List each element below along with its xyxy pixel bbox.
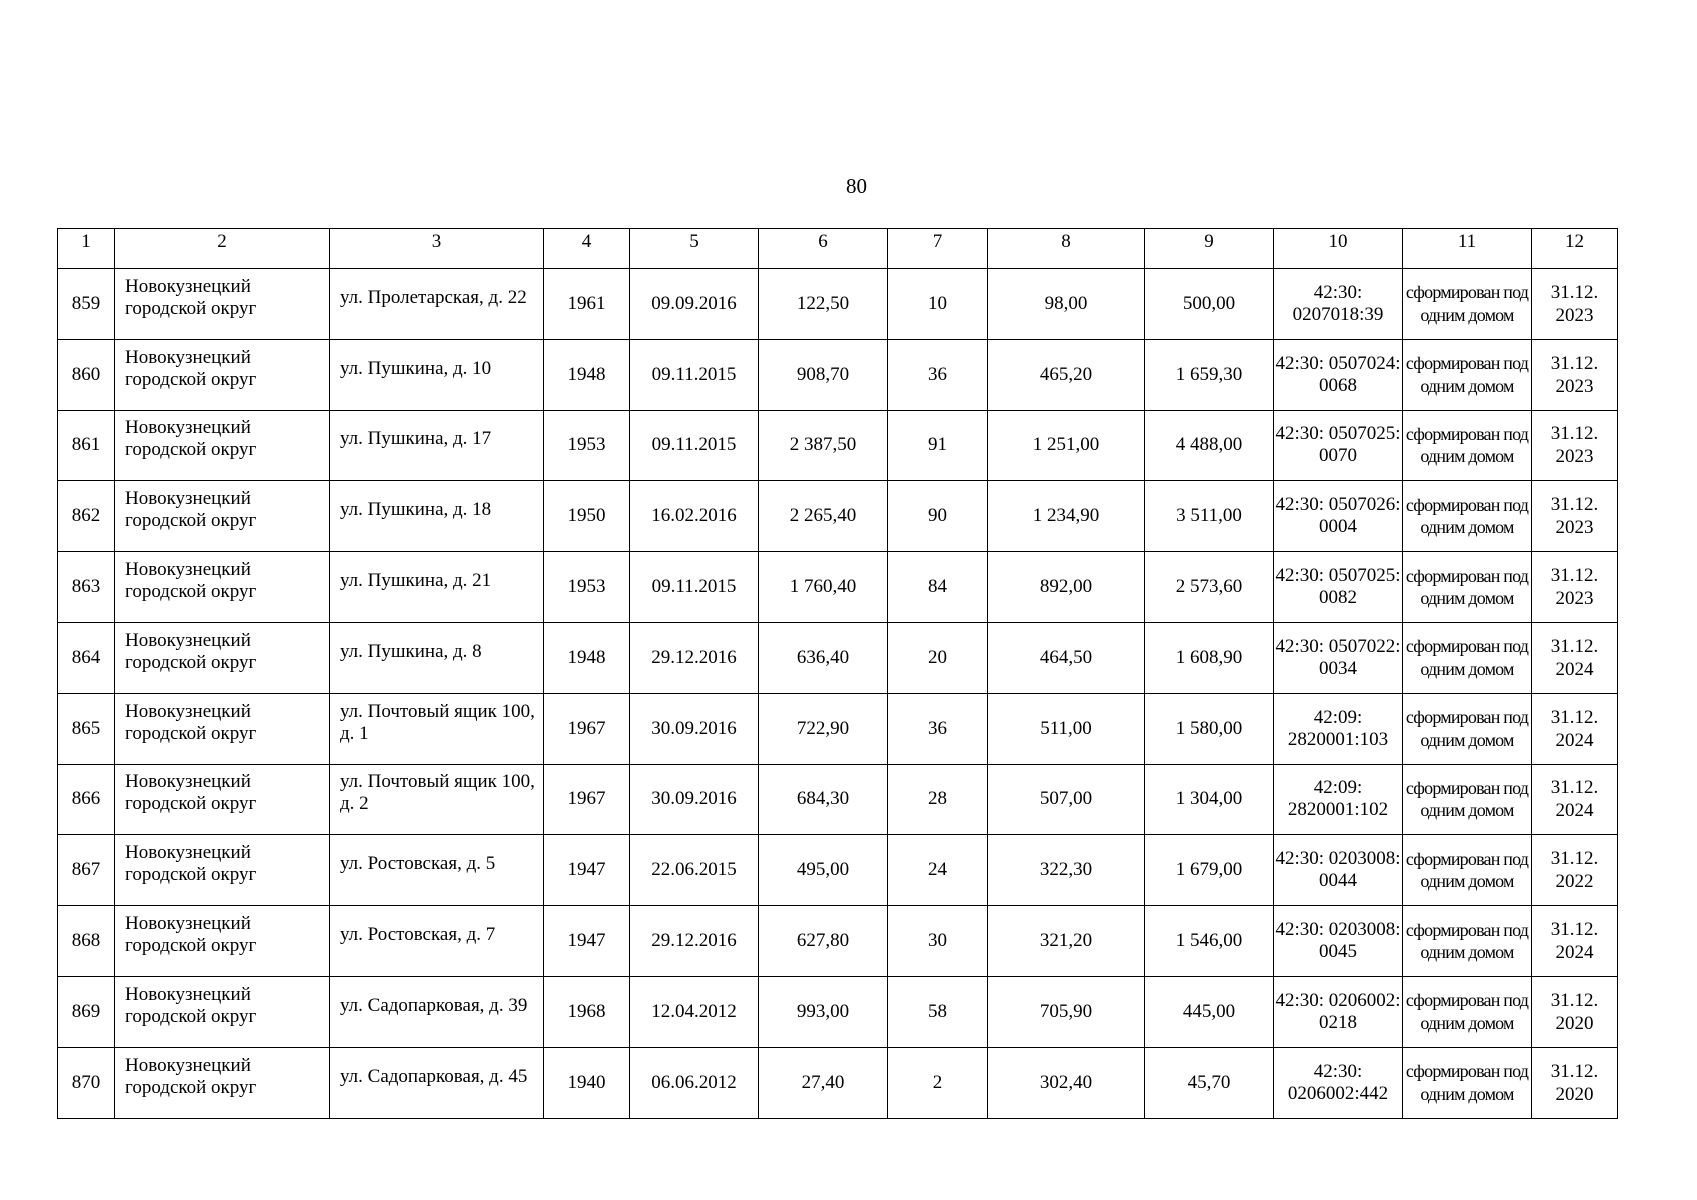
- land-area-cell: 1 304,00: [1145, 764, 1274, 835]
- municipality-text: Новокузнецкий городской округ: [125, 488, 257, 532]
- land-status-cell: сформирован под одним домом: [1403, 693, 1532, 764]
- cadastral-number-cell: 42:09: 2820001:102: [1274, 764, 1403, 835]
- living-area-cell: 892,00: [988, 552, 1145, 623]
- column-header: 2: [115, 229, 330, 269]
- land-area-cell: 1 580,00: [1145, 693, 1274, 764]
- emergency-date-cell: 06.06.2012: [630, 1047, 759, 1118]
- land-area-cell: 4 488,00: [1145, 410, 1274, 481]
- deadline-date-cell: 31.12. 2023: [1532, 410, 1618, 481]
- construction-year-cell: 1948: [544, 622, 630, 693]
- address-cell: [330, 410, 544, 481]
- living-area-cell: 1 251,00: [988, 410, 1145, 481]
- land-area-cell: 3 511,00: [1145, 481, 1274, 552]
- construction-year-cell: 1947: [544, 835, 630, 906]
- municipality-cell: [115, 1047, 330, 1118]
- total-area-cell: 2 387,50: [759, 410, 888, 481]
- emergency-date-cell: 30.09.2016: [630, 764, 759, 835]
- deadline-date-cell: 31.12. 2023: [1532, 552, 1618, 623]
- table-row: [58, 764, 1618, 835]
- residents-count-cell: 2: [888, 1047, 988, 1118]
- municipality-cell: [115, 764, 330, 835]
- land-status-cell: сформирован под одним домом: [1403, 906, 1532, 977]
- emergency-date-cell: 16.02.2016: [630, 481, 759, 552]
- table-row: [58, 622, 1618, 693]
- municipality-cell: [115, 269, 330, 340]
- column-header: 5: [630, 229, 759, 269]
- table-row: [58, 1047, 1618, 1118]
- cadastral-number-cell: 42:30: 0507024: 0068: [1274, 339, 1403, 410]
- land-status-cell: сформирован под одним домом: [1403, 835, 1532, 906]
- cadastral-number-cell: 42:09: 2820001:103: [1274, 693, 1403, 764]
- municipality-text: Новокузнецкий городской округ: [125, 983, 257, 1027]
- cadastral-number-cell: 42:30: 0203008: 0044: [1274, 835, 1403, 906]
- living-area-cell: 705,90: [988, 976, 1145, 1047]
- land-area-cell: 1 659,30: [1145, 339, 1274, 410]
- table-body: [58, 269, 1618, 1119]
- table-row: [58, 481, 1618, 552]
- land-area-cell: 1 608,90: [1145, 622, 1274, 693]
- residents-count-cell: 30: [888, 906, 988, 977]
- column-header: 1: [58, 229, 115, 269]
- column-header: 4: [544, 229, 630, 269]
- table-row: [58, 906, 1618, 977]
- emergency-date-cell: 29.12.2016: [630, 622, 759, 693]
- municipality-text: Новокузнецкий городской округ: [125, 629, 257, 673]
- land-status-cell: сформирован под одним домом: [1403, 1047, 1532, 1118]
- residents-count-cell: 91: [888, 410, 988, 481]
- column-header: 7: [888, 229, 988, 269]
- living-area-cell: 465,20: [988, 339, 1145, 410]
- housing-registry-table: [57, 228, 1618, 1119]
- construction-year-cell: 1968: [544, 976, 630, 1047]
- address-text: ул. Пушкина, д. 18: [340, 499, 492, 521]
- cadastral-number-cell: 42:30: 0507025: 0082: [1274, 552, 1403, 623]
- deadline-date-cell: 31.12. 2023: [1532, 269, 1618, 340]
- column-number-header-row: [58, 229, 1618, 269]
- land-status-cell: сформирован под одним домом: [1403, 976, 1532, 1047]
- municipality-cell: [115, 410, 330, 481]
- residents-count-cell: 10: [888, 269, 988, 340]
- table-row: [58, 552, 1618, 623]
- emergency-date-cell: 09.09.2016: [630, 269, 759, 340]
- cadastral-number-cell: 42:30: 0206002:442: [1274, 1047, 1403, 1118]
- emergency-date-cell: 22.06.2015: [630, 835, 759, 906]
- emergency-date-cell: 30.09.2016: [630, 693, 759, 764]
- address-cell: [330, 906, 544, 977]
- total-area-cell: 122,50: [759, 269, 888, 340]
- land-status-cell: сформирован под одним домом: [1403, 622, 1532, 693]
- address-text: ул. Садопарковая, д. 45: [340, 1065, 528, 1087]
- table-row: [58, 835, 1618, 906]
- cadastral-number-cell: 42:30: 0203008: 0045: [1274, 906, 1403, 977]
- cadastral-number-cell: 42:30: 0507026: 0004: [1274, 481, 1403, 552]
- table-row: [58, 269, 1618, 340]
- total-area-cell: 722,90: [759, 693, 888, 764]
- deadline-date-cell: 31.12. 2020: [1532, 976, 1618, 1047]
- municipality-text: Новокузнецкий городской округ: [125, 275, 257, 319]
- column-header: 10: [1274, 229, 1403, 269]
- land-status-cell: сформирован под одним домом: [1403, 481, 1532, 552]
- cadastral-number-cell: 42:30: 0206002: 0218: [1274, 976, 1403, 1047]
- land-status-cell: сформирован под одним домом: [1403, 764, 1532, 835]
- table-row: [58, 339, 1618, 410]
- municipality-text: Новокузнецкий городской округ: [125, 417, 257, 461]
- construction-year-cell: 1948: [544, 339, 630, 410]
- living-area-cell: 98,00: [988, 269, 1145, 340]
- municipality-text: Новокузнецкий городской округ: [125, 346, 257, 390]
- total-area-cell: 908,70: [759, 339, 888, 410]
- land-status-cell: сформирован под одним домом: [1403, 410, 1532, 481]
- row-number-cell: 868: [58, 906, 115, 977]
- address-text: ул. Пушкина, д. 10: [340, 357, 492, 379]
- emergency-date-cell: 09.11.2015: [630, 339, 759, 410]
- row-number-cell: 862: [58, 481, 115, 552]
- municipality-cell: [115, 481, 330, 552]
- residents-count-cell: 28: [888, 764, 988, 835]
- row-number-cell: 870: [58, 1047, 115, 1118]
- address-text: ул. Пушкина, д. 21: [340, 570, 492, 592]
- emergency-date-cell: 12.04.2012: [630, 976, 759, 1047]
- page-number: [0, 173, 1697, 199]
- address-text: ул. Пролетарская, д. 22: [340, 286, 527, 308]
- construction-year-cell: 1947: [544, 906, 630, 977]
- cadastral-number-cell: 42:30: 0507025: 0070: [1274, 410, 1403, 481]
- row-number-cell: 863: [58, 552, 115, 623]
- row-number-cell: 866: [58, 764, 115, 835]
- land-area-cell: 1 546,00: [1145, 906, 1274, 977]
- emergency-date-cell: 09.11.2015: [630, 410, 759, 481]
- table-row: [58, 976, 1618, 1047]
- land-area-cell: 45,70: [1145, 1047, 1274, 1118]
- deadline-date-cell: 31.12. 2023: [1532, 339, 1618, 410]
- deadline-date-cell: 31.12. 2024: [1532, 622, 1618, 693]
- municipality-cell: [115, 693, 330, 764]
- construction-year-cell: 1950: [544, 481, 630, 552]
- address-cell: [330, 764, 544, 835]
- living-area-cell: 1 234,90: [988, 481, 1145, 552]
- table-row: [58, 693, 1618, 764]
- address-cell: [330, 339, 544, 410]
- construction-year-cell: 1953: [544, 552, 630, 623]
- land-status-cell: сформирован под одним домом: [1403, 552, 1532, 623]
- municipality-cell: [115, 622, 330, 693]
- address-cell: [330, 552, 544, 623]
- emergency-date-cell: 29.12.2016: [630, 906, 759, 977]
- deadline-date-cell: 31.12. 2022: [1532, 835, 1618, 906]
- municipality-cell: [115, 339, 330, 410]
- address-text: ул. Садопарковая, д. 39: [340, 994, 528, 1016]
- column-header: 11: [1403, 229, 1532, 269]
- construction-year-cell: 1940: [544, 1047, 630, 1118]
- construction-year-cell: 1953: [544, 410, 630, 481]
- residents-count-cell: 58: [888, 976, 988, 1047]
- address-text: ул. Ростовская, д. 7: [340, 924, 496, 946]
- total-area-cell: 2 265,40: [759, 481, 888, 552]
- address-text: ул. Почтовый ящик 100, д. 2: [340, 771, 535, 815]
- deadline-date-cell: 31.12. 2024: [1532, 906, 1618, 977]
- address-cell: [330, 622, 544, 693]
- land-area-cell: 1 679,00: [1145, 835, 1274, 906]
- land-area-cell: 2 573,60: [1145, 552, 1274, 623]
- total-area-cell: 1 760,40: [759, 552, 888, 623]
- row-number-cell: 869: [58, 976, 115, 1047]
- page-number-text: 80: [846, 174, 867, 198]
- table-row: [58, 410, 1618, 481]
- construction-year-cell: 1967: [544, 764, 630, 835]
- residents-count-cell: 36: [888, 339, 988, 410]
- residents-count-cell: 36: [888, 693, 988, 764]
- municipality-cell: [115, 835, 330, 906]
- total-area-cell: 627,80: [759, 906, 888, 977]
- address-cell: [330, 976, 544, 1047]
- residents-count-cell: 90: [888, 481, 988, 552]
- deadline-date-cell: 31.12. 2023: [1532, 481, 1618, 552]
- municipality-text: Новокузнецкий городской округ: [125, 771, 257, 815]
- row-number-cell: 867: [58, 835, 115, 906]
- address-cell: [330, 1047, 544, 1118]
- address-cell: [330, 269, 544, 340]
- municipality-text: Новокузнецкий городской округ: [125, 842, 257, 886]
- total-area-cell: 636,40: [759, 622, 888, 693]
- total-area-cell: 495,00: [759, 835, 888, 906]
- land-area-cell: 445,00: [1145, 976, 1274, 1047]
- living-area-cell: 507,00: [988, 764, 1145, 835]
- column-header: 6: [759, 229, 888, 269]
- municipality-text: Новокузнецкий городской округ: [125, 1054, 257, 1098]
- column-header: 9: [1145, 229, 1274, 269]
- address-text: ул. Ростовская, д. 5: [340, 853, 496, 875]
- address-cell: [330, 481, 544, 552]
- deadline-date-cell: 31.12. 2020: [1532, 1047, 1618, 1118]
- municipality-cell: [115, 976, 330, 1047]
- deadline-date-cell: 31.12. 2024: [1532, 764, 1618, 835]
- construction-year-cell: 1961: [544, 269, 630, 340]
- row-number-cell: 861: [58, 410, 115, 481]
- address-text: ул. Почтовый ящик 100, д. 1: [340, 700, 535, 744]
- address-text: ул. Пушкина, д. 17: [340, 428, 492, 450]
- row-number-cell: 865: [58, 693, 115, 764]
- land-status-cell: сформирован под одним домом: [1403, 269, 1532, 340]
- cadastral-number-cell: 42:30: 0507022: 0034: [1274, 622, 1403, 693]
- total-area-cell: 993,00: [759, 976, 888, 1047]
- municipality-cell: [115, 552, 330, 623]
- residents-count-cell: 24: [888, 835, 988, 906]
- living-area-cell: 464,50: [988, 622, 1145, 693]
- column-header: 3: [330, 229, 544, 269]
- land-area-cell: 500,00: [1145, 269, 1274, 340]
- residents-count-cell: 20: [888, 622, 988, 693]
- living-area-cell: 321,20: [988, 906, 1145, 977]
- total-area-cell: 27,40: [759, 1047, 888, 1118]
- living-area-cell: 322,30: [988, 835, 1145, 906]
- row-number-cell: 859: [58, 269, 115, 340]
- construction-year-cell: 1967: [544, 693, 630, 764]
- deadline-date-cell: 31.12. 2024: [1532, 693, 1618, 764]
- address-cell: [330, 835, 544, 906]
- municipality-cell: [115, 906, 330, 977]
- residents-count-cell: 84: [888, 552, 988, 623]
- land-status-cell: сформирован под одним домом: [1403, 339, 1532, 410]
- total-area-cell: 684,30: [759, 764, 888, 835]
- living-area-cell: 302,40: [988, 1047, 1145, 1118]
- address-text: ул. Пушкина, д. 8: [340, 640, 482, 662]
- living-area-cell: 511,00: [988, 693, 1145, 764]
- emergency-date-cell: 09.11.2015: [630, 552, 759, 623]
- address-cell: [330, 693, 544, 764]
- cadastral-number-cell: 42:30: 0207018:39: [1274, 269, 1403, 340]
- column-header: 12: [1532, 229, 1618, 269]
- municipality-text: Новокузнецкий городской округ: [125, 913, 257, 957]
- row-number-cell: 860: [58, 339, 115, 410]
- municipality-text: Новокузнецкий городской округ: [125, 700, 257, 744]
- municipality-text: Новокузнецкий городской округ: [125, 559, 257, 603]
- row-number-cell: 864: [58, 622, 115, 693]
- column-header: 8: [988, 229, 1145, 269]
